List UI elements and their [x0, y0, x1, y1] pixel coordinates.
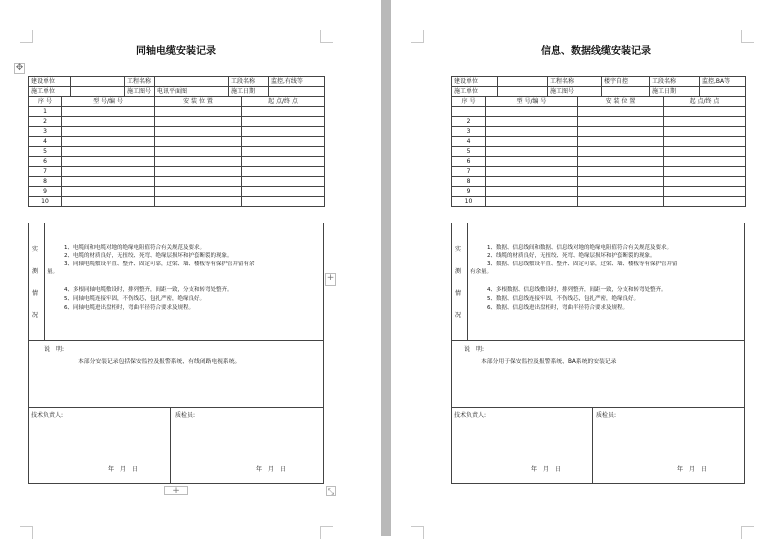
cell[interactable]: 建设单位: [452, 77, 498, 87]
row-number: 4: [452, 137, 486, 147]
requirement-item: 6、数据、信息线进出盘柜时，弯曲半径符合要求及规程。: [487, 305, 629, 311]
cell[interactable]: [486, 147, 578, 157]
cell[interactable]: [155, 187, 242, 197]
cell[interactable]: 监控,BA等: [700, 77, 746, 87]
cell[interactable]: [242, 117, 325, 127]
crop-mark: [411, 526, 424, 539]
cell[interactable]: 工段名称: [650, 77, 700, 87]
requirement-item: 量。: [47, 269, 59, 275]
table-move-handle-icon[interactable]: ✥: [15, 63, 24, 73]
requirement-item: 6、同轴电缆进出盘柜时，弯曲半径符合要求及规程。: [64, 305, 195, 311]
cell[interactable]: [486, 107, 578, 117]
cell[interactable]: [486, 127, 578, 137]
cell[interactable]: [155, 157, 242, 167]
col-header: 安 装 位 置: [578, 97, 664, 107]
page-gutter: [381, 0, 391, 536]
cell[interactable]: [664, 157, 746, 167]
cell[interactable]: [664, 167, 746, 177]
cell[interactable]: 电讯平面图: [155, 87, 229, 97]
cell[interactable]: [242, 127, 325, 137]
cell[interactable]: [242, 197, 325, 207]
cell[interactable]: [155, 107, 242, 117]
divider: [467, 223, 468, 341]
col-header: 型 号/编 号: [486, 97, 578, 107]
header-row: [452, 77, 746, 87]
notes-section: [451, 341, 745, 408]
cell[interactable]: [578, 147, 664, 157]
table-row: [452, 107, 746, 117]
row-number: 7: [452, 167, 486, 177]
cell[interactable]: [242, 167, 325, 177]
cell[interactable]: [664, 197, 746, 207]
cell[interactable]: 建设单位: [29, 77, 71, 87]
cell[interactable]: [155, 177, 242, 187]
cell[interactable]: [498, 77, 548, 87]
row-number: 10: [452, 197, 486, 207]
requirement-item: 2、电缆的材质良好，无扭绞、死弯、绝缘层损坏和护套断裂的现象。: [64, 253, 233, 259]
crop-mark: [20, 526, 33, 539]
cell[interactable]: [242, 107, 325, 117]
table-row: [452, 157, 746, 167]
add-column-button[interactable]: +: [325, 273, 336, 286]
table-row: [29, 137, 325, 147]
item-table: [28, 96, 325, 207]
cell[interactable]: 施工日期: [229, 87, 269, 97]
requirement-item: 3、数据、信息线敷设平直、整齐、固定可靠，过梁、墙、楼板等有保护管并留: [487, 261, 678, 267]
cell[interactable]: [578, 157, 664, 167]
cell[interactable]: [578, 197, 664, 207]
cell[interactable]: [602, 87, 650, 97]
header-row: [29, 87, 325, 97]
side-label: 实: [455, 246, 462, 253]
cell[interactable]: [486, 167, 578, 177]
cell[interactable]: [71, 77, 125, 87]
table-row: [452, 167, 746, 177]
cell[interactable]: [486, 197, 578, 207]
header-row: [452, 87, 746, 97]
side-label: 实: [32, 246, 39, 253]
table-row: [452, 177, 746, 187]
column-header-row: [452, 97, 746, 107]
row-number: 6: [29, 157, 62, 167]
row-number: 6: [452, 157, 486, 167]
col-header: 序 号: [452, 97, 486, 107]
side-label: 测: [455, 268, 462, 275]
cell[interactable]: [269, 87, 325, 97]
col-header: 安 装 位 置: [155, 97, 242, 107]
table-row: [452, 117, 746, 127]
cell[interactable]: [155, 77, 229, 87]
cell[interactable]: [242, 177, 325, 187]
cell[interactable]: [664, 127, 746, 137]
inspector-label: 质检员:: [596, 412, 617, 419]
table-row: [29, 107, 325, 117]
row-number: 2: [29, 117, 62, 127]
row-number: 8: [29, 177, 62, 187]
cell[interactable]: [155, 197, 242, 207]
cell[interactable]: [664, 117, 746, 127]
cell[interactable]: [486, 117, 578, 127]
inspection-section: [28, 223, 324, 341]
side-label: 况: [32, 312, 39, 319]
cell[interactable]: [62, 197, 155, 207]
cell[interactable]: [242, 157, 325, 167]
cell[interactable]: [486, 157, 578, 167]
row-number: 10: [29, 197, 62, 207]
table-row: [29, 177, 325, 187]
col-header: 起 点/终 点: [242, 97, 325, 107]
cell[interactable]: [578, 117, 664, 127]
cell[interactable]: [578, 187, 664, 197]
cell[interactable]: [155, 167, 242, 177]
table-row: [29, 117, 325, 127]
cell[interactable]: [486, 187, 578, 197]
divider: [44, 223, 45, 341]
row-number: 7: [29, 167, 62, 177]
notes-label: 说 明:: [44, 346, 65, 353]
table-row: [29, 187, 325, 197]
table-row: [29, 127, 325, 137]
requirement-item: 3、同轴电缆敷设平直、整齐、固定可靠，过梁、墙、楼板等有保护管并留有余: [64, 261, 255, 267]
cell[interactable]: 施工单位: [29, 87, 71, 97]
table-row: [452, 197, 746, 207]
cell[interactable]: [486, 177, 578, 187]
row-number: 5: [29, 147, 62, 157]
table-row: [29, 197, 325, 207]
requirement-item: 4、多根数据、信息线敷设时，排列整齐，间距一致，分支和转弯处整齐。: [487, 287, 667, 293]
cell[interactable]: [498, 87, 548, 97]
cell[interactable]: [71, 87, 125, 97]
table-row: [29, 167, 325, 177]
row-number: 3: [452, 127, 486, 137]
row-number: 4: [29, 137, 62, 147]
cell[interactable]: 施工单位: [452, 87, 498, 97]
page-title: 同轴电缆安装记录: [136, 46, 216, 57]
item-table: [451, 96, 746, 207]
date-label: 年 月 日: [677, 466, 708, 473]
cell[interactable]: [155, 147, 242, 157]
cell[interactable]: [578, 127, 664, 137]
requirement-item: 1、数据、信息线间和数据、信息线对地的绝缘电阻值符合有关规范及要求。: [487, 245, 673, 251]
requirement-item: 1、电缆间和电缆对地的绝缘电阻值符合有关规范及要求。: [64, 245, 206, 251]
cell[interactable]: [155, 117, 242, 127]
row-number: 9: [29, 187, 62, 197]
notes-label: 说 明:: [464, 346, 485, 353]
cell[interactable]: 工段名称: [229, 77, 269, 87]
requirement-item: 5、同轴电缆连接牢固，不伤线芯，包扎严密，绝缘良好。: [64, 296, 206, 302]
cell[interactable]: 施工日期: [650, 87, 700, 97]
requirement-item: 4、多根同轴电缆敷设时，排列整齐，间距一致，分支和转弯处整齐。: [64, 287, 233, 293]
tech-lead-label: 技术负责人:: [31, 412, 64, 419]
table-row: [29, 157, 325, 167]
crop-mark: [320, 526, 333, 539]
col-header: 型 号/编 号: [62, 97, 155, 107]
cell[interactable]: [578, 137, 664, 147]
cell[interactable]: [62, 127, 155, 137]
cell[interactable]: [62, 157, 155, 167]
notes-text: 本部分用于保安监控及报警系统、BA系统的安装记录: [481, 359, 617, 365]
cell[interactable]: [62, 167, 155, 177]
resize-handle-icon[interactable]: ⤡: [327, 487, 335, 496]
cell[interactable]: [155, 127, 242, 137]
row-number: 1: [29, 107, 62, 117]
inspection-section: [451, 223, 745, 341]
table-row: [452, 187, 746, 197]
divider: [592, 408, 593, 484]
cell[interactable]: [62, 107, 155, 117]
cell[interactable]: [578, 167, 664, 177]
notes-section: [28, 341, 324, 408]
cell[interactable]: [664, 177, 746, 187]
cell[interactable]: [664, 107, 746, 117]
cell[interactable]: [62, 137, 155, 147]
cell[interactable]: [62, 177, 155, 187]
row-number: 3: [29, 127, 62, 137]
cell[interactable]: [242, 137, 325, 147]
column-header-row: [29, 97, 325, 107]
cell[interactable]: 施工图号: [125, 87, 155, 97]
cell[interactable]: [62, 187, 155, 197]
inspector-label: 质检员:: [175, 412, 196, 419]
table-row: [452, 147, 746, 157]
table-row: [29, 147, 325, 157]
side-label: 况: [455, 312, 462, 319]
date-label: 年 月 日: [531, 466, 562, 473]
cell[interactable]: [62, 117, 155, 127]
cell[interactable]: [486, 137, 578, 147]
requirement-item: 2、线缆的材质良好，无扭绞、死弯、绝缘层损坏和护套断裂的现象。: [487, 253, 656, 259]
row-number: 5: [452, 147, 486, 157]
table-row: [452, 137, 746, 147]
header-row: [29, 77, 325, 87]
row-number: 8: [452, 177, 486, 187]
cell[interactable]: [700, 87, 746, 97]
cell[interactable]: [62, 147, 155, 157]
cell[interactable]: [242, 187, 325, 197]
record-table: [28, 76, 325, 97]
page-left: [0, 0, 381, 536]
cell[interactable]: 工程名称: [548, 77, 602, 87]
crop-mark: [741, 30, 754, 43]
side-label: 情: [455, 290, 462, 297]
cell[interactable]: 监控,有线等: [269, 77, 325, 87]
date-label: 年 月 日: [256, 466, 287, 473]
row-number: [452, 107, 486, 117]
side-label: 情: [32, 290, 39, 297]
cell[interactable]: [155, 137, 242, 147]
crop-mark: [411, 30, 424, 43]
add-row-button[interactable]: +: [164, 486, 188, 495]
cell[interactable]: [242, 147, 325, 157]
requirement-item: 有余量。: [470, 269, 493, 275]
notes-text: 本部分安装记录包括保安监控及报警系统、有线闭路电视系统。: [78, 359, 241, 365]
tech-lead-label: 技术负责人:: [454, 412, 487, 419]
cell[interactable]: [664, 137, 746, 147]
date-label: 年 月 日: [108, 466, 139, 473]
col-header: 序 号: [29, 97, 62, 107]
crop-mark: [741, 526, 754, 539]
side-label: 测: [32, 268, 39, 275]
cell[interactable]: 施工图号: [548, 87, 602, 97]
cell[interactable]: [578, 107, 664, 117]
cell[interactable]: 楼宇自控: [602, 77, 650, 87]
cell[interactable]: [664, 187, 746, 197]
requirement-item: 5、数据、信息线连接牢固，不伤线芯，包扎严密，绝缘良好。: [487, 296, 640, 302]
record-table: [451, 76, 746, 97]
cell[interactable]: 工程名称: [125, 77, 155, 87]
table-row: [452, 127, 746, 137]
cell[interactable]: [664, 147, 746, 157]
col-header: 起 点/终 点: [664, 97, 746, 107]
page-right: [391, 0, 760, 536]
row-number: 9: [452, 187, 486, 197]
divider: [170, 408, 171, 484]
cell[interactable]: [578, 177, 664, 187]
row-number: 2: [452, 117, 486, 127]
page-title: 信息、数据线缆安装记录: [541, 46, 651, 57]
